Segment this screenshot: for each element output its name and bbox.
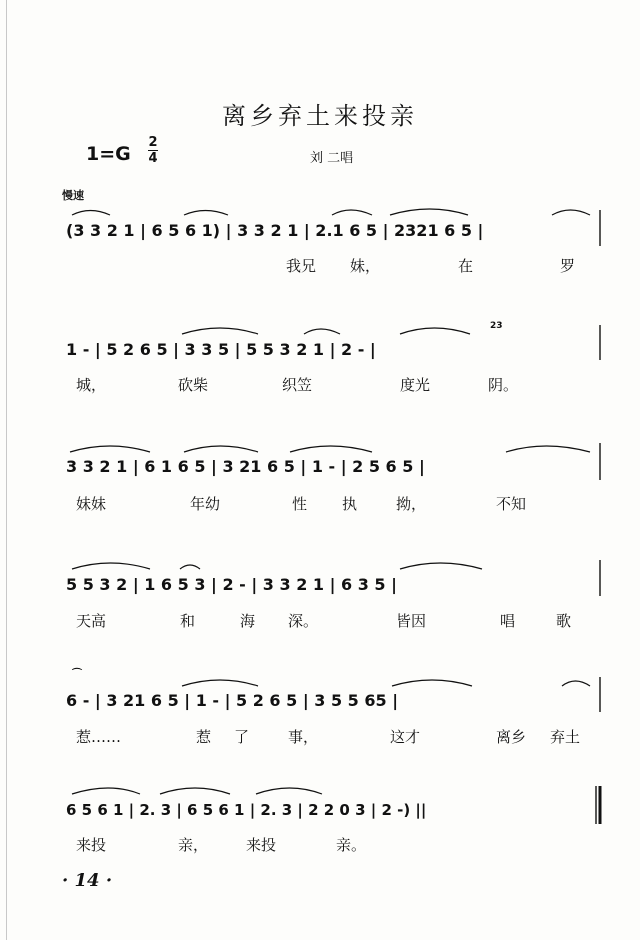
notation-line-3: 3 3 2 1 | 6 1 6 5 | 3 21 6 5 | 1 - | 2 5 6 5 |	[66, 457, 425, 476]
notation-line-2: 1 - | 5 2 6 5 | 3 3 5 | 5 5 3 2 1 | 2 - |	[66, 340, 376, 359]
lyric-s4-3: 海	[240, 612, 256, 630]
system-4	[66, 560, 600, 596]
lyric-s6-3: 来投	[246, 836, 277, 854]
page-number: · 14 ·	[62, 870, 113, 891]
lyric-s2-1: 城，	[76, 376, 107, 394]
lyric-s5-7: 弃土	[550, 728, 581, 746]
lyric-s3-4: 执	[342, 495, 358, 513]
system-1	[66, 209, 600, 246]
lyric-s2-3: 织笠	[282, 376, 313, 394]
key-signature: 1=G	[86, 143, 131, 165]
lyric-s1-4: 罗	[560, 257, 576, 275]
lyric-s5-5: 这才	[390, 728, 421, 746]
lyric-s4-2: 和	[180, 612, 196, 630]
lyric-s3-3: 性	[292, 495, 308, 513]
lyric-s5-6: 离乡	[496, 728, 527, 746]
lyric-s5-1: 惹……	[76, 728, 122, 746]
lyric-s6-2: 亲，	[178, 836, 209, 854]
lyric-s6-1: 来投	[76, 836, 107, 854]
lyric-s1-1: 我兄	[286, 257, 317, 275]
lyric-s4-4: 深。	[288, 612, 319, 630]
lyric-s2-4: 度光	[400, 376, 431, 394]
lyric-s6-4: 亲。	[336, 836, 367, 854]
singer-credit: 刘 二唱	[310, 151, 354, 166]
lyric-s5-2: 惹	[196, 728, 212, 746]
time-bottom: 4	[148, 151, 158, 166]
system-3	[66, 443, 600, 480]
notation-line-5: 6 - | 3 21 6 5 | 1 - | 5 2 6 5 | 3 5 5 65 |	[66, 691, 399, 710]
notation-line-1: (3 3 2 1 | 6 5 6 1) | 3 3 2 1 | 2.1 6 5 | 2321 6 5 |	[66, 221, 484, 240]
lyric-s1-2: 妹，	[350, 257, 381, 275]
lyric-s4-1: 天高	[76, 612, 107, 630]
lyric-s3-2: 年幼	[190, 495, 221, 513]
lyric-s1-3: 在	[458, 257, 474, 275]
lyric-s2-2: 砍柴	[178, 376, 209, 394]
lyric-s5-3: 了	[234, 728, 250, 746]
system-5	[66, 667, 600, 712]
tempo-mark: 慢速	[62, 189, 84, 202]
notation-line-4: 5 5 3 2 | 1 6 5 3 | 2 - | 3 3 2 1 | 6 3 5 |	[66, 575, 397, 594]
notation-line-6: 6 5 6 1 | 2. 3 | 6 5 6 1 | 2. 3 | 2 2 0 3 | 2 -) ||	[66, 801, 427, 819]
lyric-s3-5: 拗，	[396, 495, 427, 513]
lyric-s4-6: 唱	[500, 612, 516, 630]
lyric-s3-1: 妹妹	[76, 495, 107, 513]
time-top: 2	[148, 135, 158, 150]
lyric-s3-6: 不知	[496, 495, 527, 513]
system-6	[66, 786, 600, 824]
lyric-s5-4: 事，	[288, 728, 319, 746]
system-2	[66, 321, 600, 360]
fermata-mark: ⌒	[72, 669, 82, 680]
lyric-s4-5: 皆因	[396, 612, 427, 630]
grace-note-23: 23	[490, 321, 503, 331]
lyric-s4-7: 歌	[556, 612, 572, 630]
lyric-s2-5: 阴。	[488, 376, 519, 394]
song-title: 离乡弃土来投亲	[222, 102, 418, 130]
